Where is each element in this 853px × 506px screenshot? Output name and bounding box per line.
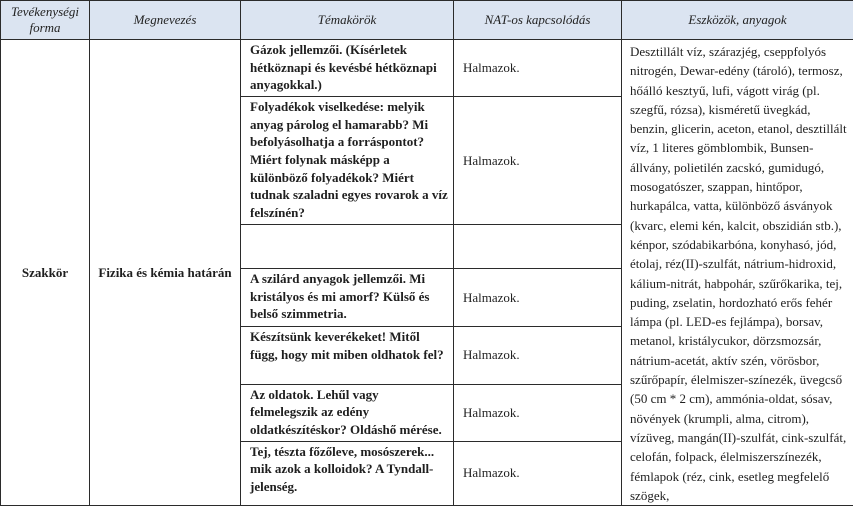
header-tevekenysegi-forma: Tevékenységi forma [1, 1, 90, 40]
activity-name-cell: Fizika és kémia határán [90, 40, 241, 506]
topic-cell: Készítsünk keverékeket! Mitől függ, hogy mit miben oldhatok fel? [241, 327, 454, 384]
topic-cell [241, 224, 454, 268]
nat-cell: Halmazok. [454, 269, 622, 327]
topic-cell: A szilárd anyagok jellemzői. Mi kristályos és mi amorf? Külső és belső szimmetria. [241, 269, 454, 327]
header-megnevezes: Megnevezés [90, 1, 241, 40]
topic-cell: Gázok jellemzői. (Kísérletek hétköznapi és kevésbé hétköznapi anyagokkal.) [241, 40, 454, 97]
header-temakorok: Témakörök [241, 1, 454, 40]
nat-cell: Halmazok. [454, 97, 622, 225]
table-row [1, 40, 853, 97]
topic-cell: Tej, tészta főzőleve, mosószerek... mik azok a kolloidok? A Tyndall-jelenség. [241, 441, 454, 505]
tools-materials-cell: Desztillált víz, szárazjég, cseppfolyós nitrogén, Dewar-edény (tároló), termosz, hőálló kesztyű, lufi, vágott virág (pl. szegfű, rózsa), kisméretű üvegkád, benzin, glicerin, aceton, etanol, desztillált víz, 1 literes gömblombik, Bunsen-állvány, polietilén zacskó, gumidugó, mosogatószer, szappan, hintőpor, hurkapálca, vatta, különböző ásványok (kvarc, elemi kén, kalcit, obszidián stb.), kénpor, szódabikarbóna, konyhasó, jód, étolaj, réz(II)-szulfát, nátrium-hidroxid, kálium-nitrát, habpohár, szűrőkarika, tej, puding, zselatin, hordozható erős fehér lámpa (pl. LED-es fejlámpa), borsav, metanol, kristálycukor, dörzsmozsár, nátrium-acetát, aktív szén, vörösbor, szűrőpapír, élelmiszer-színezék, üvegcső (50 cm * 2 cm), ammónia-oldat, sósav, növények (krumpli, alma, citrom), vízüveg, mangán(II)-szulfát, cink-szulfát, celofán, folpack, élelmiszerszínezék, fémlapok (réz, cink, esetleg megfelelő szögek, [622, 40, 853, 506]
nat-cell: Halmazok. [454, 40, 622, 97]
nat-cell: Halmazok. [454, 441, 622, 505]
nat-cell: Halmazok. [454, 327, 622, 384]
activity-form-cell: Szakkör [1, 40, 90, 506]
topic-cell: Folyadékok viselkedése: melyik anyag párolog el hamarabb? Mi befolyásolhatja a forráspontot? Miért folynak másképp a különböző folyadékok? Miért tudnak szaladni egyes rovarok a víz felszínén? [241, 97, 454, 225]
nat-cell [454, 224, 622, 268]
header-eszkozok: Eszközök, anyagok [622, 1, 853, 40]
header-nat: NAT-os kapcsolódás [454, 1, 622, 40]
topic-cell: Az oldatok. Lehűl vagy felmelegszik az edény oldatkészítéskor? Oldáshő mérése. [241, 384, 454, 441]
nat-cell: Halmazok. [454, 384, 622, 441]
header-row [1, 1, 853, 40]
